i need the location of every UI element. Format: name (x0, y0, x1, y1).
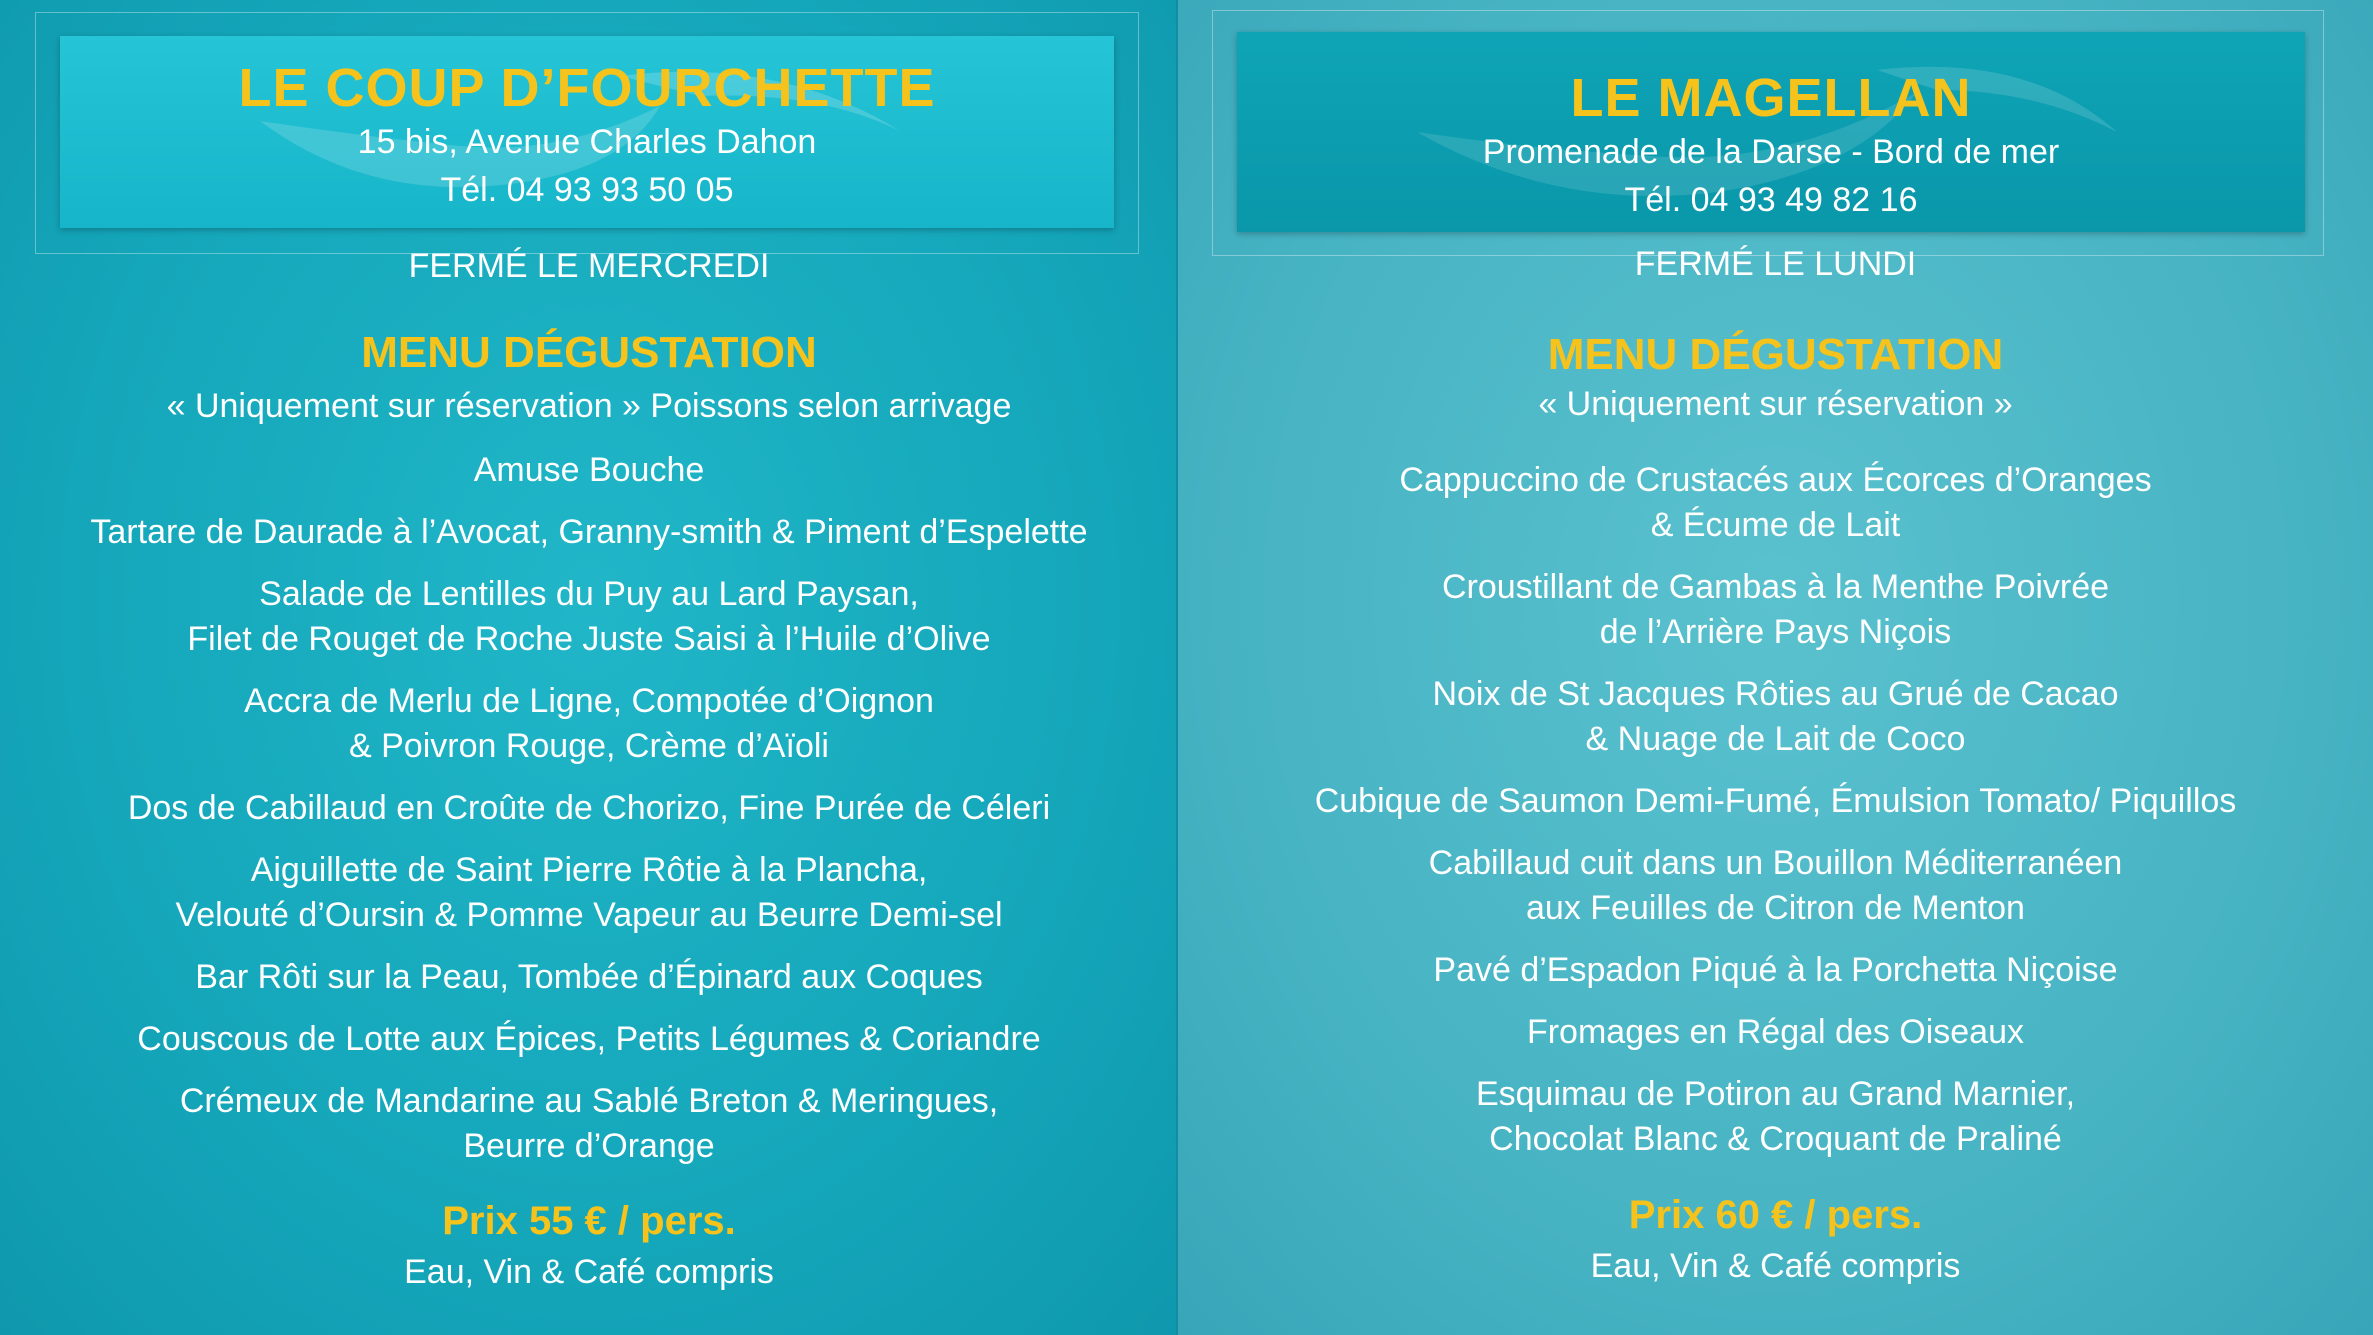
restaurant-name: LE COUP D’FOURCHETTE (238, 58, 936, 118)
dish-line: & Nuage de Lait de Coco (1585, 720, 1966, 758)
closing-day: FERMÉ LE MERCREDI (408, 247, 770, 285)
dish-line: Chocolat Blanc & Croquant de Praliné (1489, 1120, 2062, 1158)
dish-item (1178, 672, 2373, 762)
included-items: Eau, Vin & Café compris (1590, 1247, 1961, 1285)
dish-line: Salade de Lentilles du Puy au Lard Paysan, (259, 575, 919, 613)
closing-day: FERMÉ LE LUNDI (1634, 245, 1917, 283)
menu-price: Prix 60 € / pers. (1628, 1193, 1923, 1237)
dish-line: Bar Rôti sur la Peau, Tombée d’Épinard aux Coques (195, 958, 983, 996)
menu-subtitle: « Uniquement sur réservation » (1538, 385, 2013, 423)
dish-item (1178, 779, 2373, 824)
dish-line: aux Feuilles de Citron de Menton (1526, 889, 2025, 927)
dish-line: Aiguillette de Saint Pierre Rôtie à la Plancha, (250, 851, 928, 889)
restaurant-panel-magellan (1178, 0, 2373, 1335)
dish-item (1178, 948, 2373, 993)
dish-item (1178, 841, 2373, 931)
restaurant-name: LE MAGELLAN (1570, 68, 1972, 128)
dish-item (1178, 1010, 2373, 1055)
dish-line: Accra de Merlu de Ligne, Compotée d’Oignon (244, 682, 934, 720)
dish-line: Croustillant de Gambas à la Menthe Poivrée (1441, 568, 2110, 606)
restaurant-header (1237, 32, 2305, 232)
menu-price: Prix 55 € / pers. (442, 1199, 736, 1243)
dish-line: Amuse Bouche (473, 451, 705, 489)
dish-item (0, 1017, 1178, 1062)
restaurant-phone: Tél. 04 93 93 50 05 (440, 171, 734, 209)
restaurant-address: 15 bis, Avenue Charles Dahon (357, 123, 817, 161)
dish-line: Cubique de Saumon Demi-Fumé, Émulsion Tomato/ Piquillos (1314, 782, 2237, 820)
dish-list (1178, 458, 2373, 1179)
dish-item (0, 448, 1178, 493)
dish-item (0, 786, 1178, 831)
dish-line: & Écume de Lait (1650, 506, 1901, 544)
dish-line: Pavé d’Espadon Piqué à la Porchetta Niçoise (1433, 951, 2118, 989)
restaurant-panel-coup-dfourchette (0, 0, 1178, 1335)
dish-line: Fromages en Régal des Oiseaux (1526, 1013, 2025, 1051)
dish-item (0, 1079, 1178, 1169)
dish-item (0, 955, 1178, 1000)
dish-line: Filet de Rouget de Roche Juste Saisi à l’Huile d’Olive (187, 620, 991, 658)
included-items: Eau, Vin & Café compris (404, 1253, 774, 1291)
dish-line: Beurre d’Orange (463, 1127, 715, 1165)
dish-line: Noix de St Jacques Rôties au Grué de Cacao (1432, 675, 2119, 713)
dish-item (0, 848, 1178, 938)
dish-line: & Poivron Rouge, Crème d’Aïoli (348, 727, 829, 765)
menu-title: MENU DÉGUSTATION (361, 328, 817, 377)
dish-line: Cabillaud cuit dans un Bouillon Méditerranéen (1428, 844, 2123, 882)
menu-subtitle: « Uniquement sur réservation » Poissons selon arrivage (166, 387, 1012, 425)
dish-item (0, 679, 1178, 769)
dish-line: Cappuccino de Crustacés aux Écorces d’Oranges (1399, 461, 2152, 499)
dish-list (0, 448, 1178, 1186)
dish-line: de l’Arrière Pays Niçois (1599, 613, 1952, 651)
menu-title: MENU DÉGUSTATION (1547, 330, 2004, 379)
dish-line: Crémeux de Mandarine au Sablé Breton & Meringues, (179, 1082, 999, 1120)
restaurant-address: Promenade de la Darse - Bord de mer (1482, 133, 2060, 171)
dish-item (0, 572, 1178, 662)
dish-line: Dos de Cabillaud en Croûte de Chorizo, Fine Purée de Céleri (127, 789, 1051, 827)
dish-line: Velouté d’Oursin & Pomme Vapeur au Beurre Demi-sel (175, 896, 1003, 934)
restaurant-header (60, 36, 1114, 228)
dish-item (1178, 458, 2373, 548)
dish-line: Couscous de Lotte aux Épices, Petits Légumes & Coriandre (137, 1020, 1041, 1058)
dish-item (1178, 565, 2373, 655)
dish-item (1178, 1072, 2373, 1162)
dish-item (0, 510, 1178, 555)
dish-line: Tartare de Daurade à l’Avocat, Granny-smith & Piment d’Espelette (90, 513, 1088, 551)
restaurant-phone: Tél. 04 93 49 82 16 (1624, 181, 1918, 219)
dish-line: Esquimau de Potiron au Grand Marnier, (1475, 1075, 2076, 1113)
